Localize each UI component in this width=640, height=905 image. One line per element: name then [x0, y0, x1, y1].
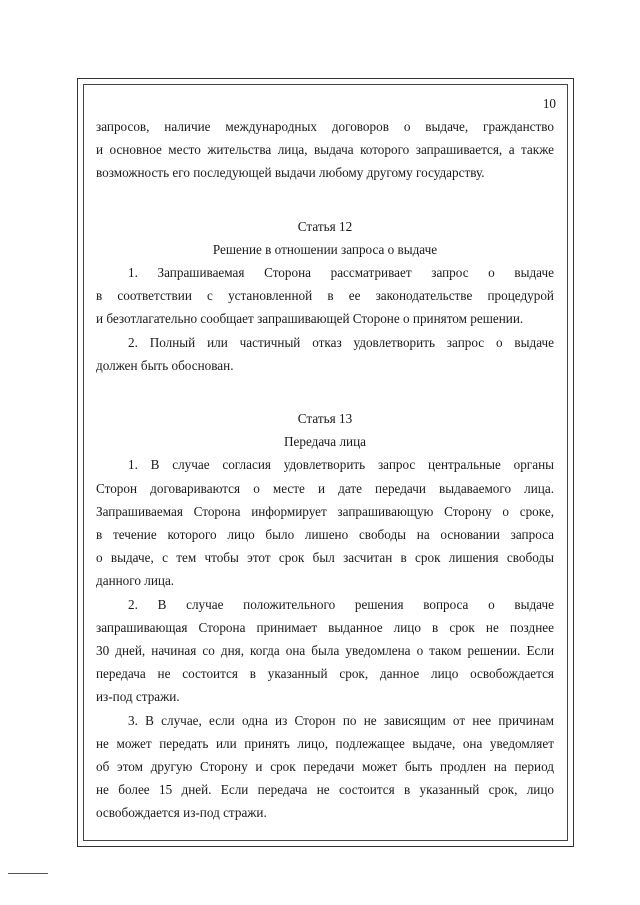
article-13-title: Статья 13 — [297, 411, 353, 427]
article-12-paragraph-2 — [96, 331, 554, 377]
text-line: не более 15 дней. Если передача не состоится в указанный срок, лицо — [96, 782, 554, 798]
text-line: должен быть обоснован. — [96, 357, 234, 373]
intro-paragraph — [96, 115, 554, 185]
text-line: в соответствии с установленной в ее законодательстве процедурой — [96, 288, 554, 304]
article-12-title: Статья 12 — [297, 218, 353, 234]
text-line: Запрашиваемая Сторона информирует запрашивающую Сторону о сроке, — [96, 503, 554, 519]
text-line: запрашивающая Сторона принимает выданное лицо в срок не позднее — [96, 619, 554, 635]
scan-edge-mark — [8, 873, 48, 874]
page-number: 10 — [542, 96, 556, 111]
text-line: данного лица. — [96, 573, 175, 589]
article-12-paragraph-1 — [96, 261, 554, 331]
text-line: об этом другую Сторону и срок передачи может быть продлен на период — [96, 759, 554, 775]
article-13 — [96, 407, 554, 825]
article-13-paragraph-3 — [96, 709, 554, 825]
text-line: Сторон договариваются о месте и дате передачи выдаваемого лица. — [96, 480, 554, 496]
article-12-subtitle: Решение в отношении запроса о выдаче — [212, 241, 438, 257]
text-line: 2. В случае положительного решения вопроса о выдаче — [128, 596, 554, 612]
text-line: 2. Полный или частичный отказ удовлетворить запрос о выдаче — [128, 334, 554, 350]
text-line: освобождается из-под стражи. — [96, 805, 267, 821]
text-line: запросов, наличие международных договоров о выдаче, гражданство — [96, 119, 554, 134]
article-13-subtitle: Передача лица — [283, 434, 366, 450]
text-line: передача не состоится в указанный срок, данное лицо освобождается — [96, 666, 554, 682]
text-line: не может передать или принять лицо, подлежащее выдаче, она уведомляет — [96, 735, 554, 751]
document-body — [96, 92, 554, 825]
text-line: 1. В случае согласия удовлетворить запрос центральные органы — [128, 457, 554, 473]
text-line: 1. Запрашиваемая Сторона рассматривает запрос о выдаче — [128, 265, 554, 281]
text-line: и основное место жительства лица, выдача которого запрашивается, а также — [96, 142, 554, 158]
article-12 — [96, 215, 554, 377]
article-13-paragraph-2 — [96, 593, 554, 709]
text-line: из-под стражи. — [96, 689, 180, 705]
text-line: в течение которого лицо было лишено свободы на основании запроса — [96, 527, 554, 543]
text-line: и безотлагательно сообщает запрашивающей Стороне о принятом решении. — [96, 311, 524, 327]
text-line: 3. В случае, если одна из Сторон по не зависящим от нее причинам — [128, 712, 554, 728]
text-line: возможность его последующей выдачи любому другому государству. — [96, 165, 485, 181]
text-line: 30 дней, начиная со дня, когда она была уведомлена о таком решении. Если — [96, 643, 554, 659]
text-line: о выдаче, с тем чтобы этот срок был засчитан в срок лишения свободы — [96, 550, 554, 566]
article-13-paragraph-1 — [96, 453, 554, 592]
